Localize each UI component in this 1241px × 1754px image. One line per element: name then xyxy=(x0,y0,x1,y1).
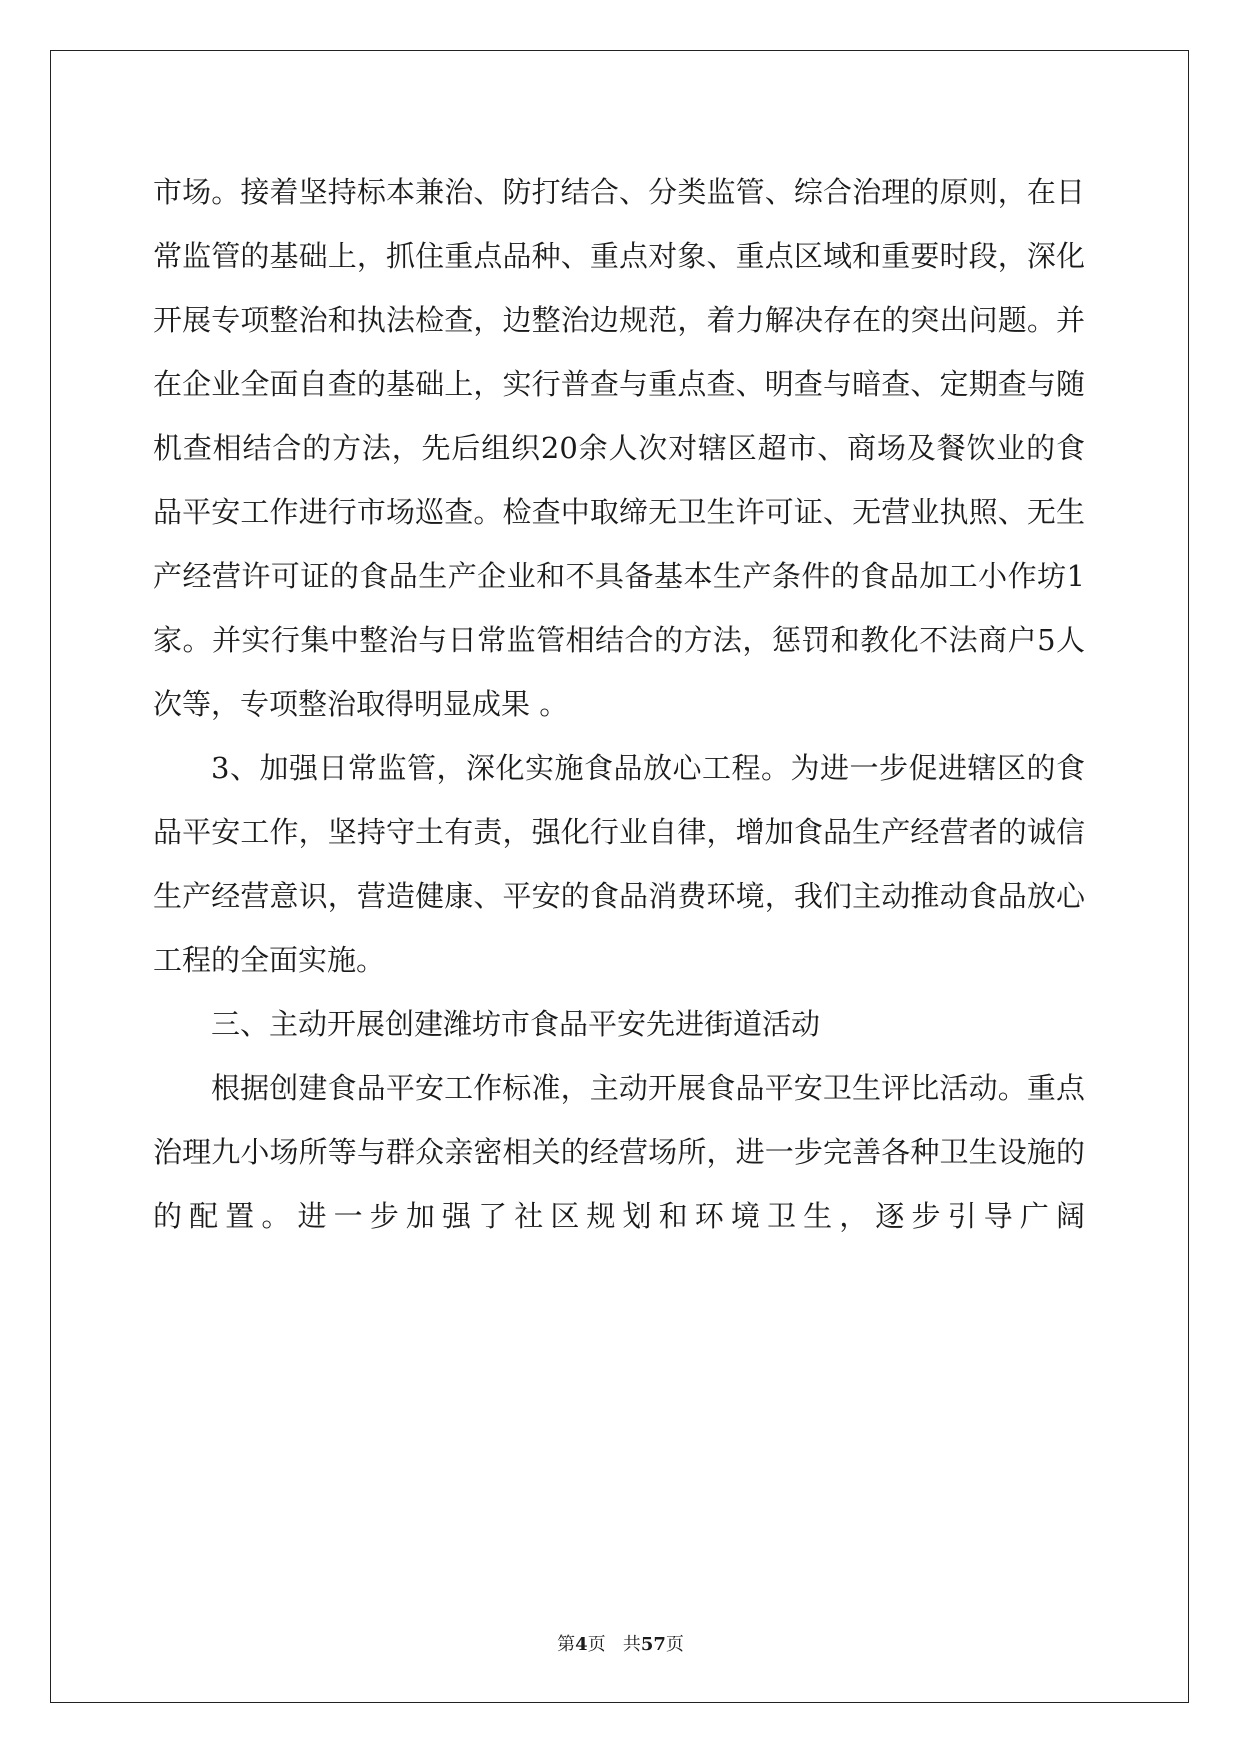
footer-page-suffix: 页 xyxy=(587,1634,606,1655)
footer-total-prefix: 共 xyxy=(622,1634,641,1655)
paragraph-1: 市场。接着坚持标本兼治、防打结合、分类监管、综合治理的原则，在日常监管的基础上，抓住重点品种、重点对象、重点区域和重要时段，深化开展专项整治和执法检查，边整治边规范，着力解决存在的突出问题。并在企业全面自查的基础上，实行普查与重点查、明查与暗查、定期查与随机查相结合的方法，先后组织20余人次对辖区超市、商场及餐饮业的食品平安工作进行市场巡查。检查中取缔无卫生许可证、无营业执照、无生产经营许可证的食品生产企业和不具备基本生产条件的食品加工小作坊1家。并实行集中整治与日常监管相结合的方法，惩罚和教化不法商户5人次等，专项整治取得明显成果 。 xyxy=(153,175,1085,721)
page-footer xyxy=(0,1630,1241,1656)
footer-total-suffix: 页 xyxy=(665,1634,684,1655)
paragraph-2: 3、加强日常监管，深化实施食品放心工程。为进一步促进辖区的食品平安工作，坚持守土有责，强化行业自律，增加食品生产经营者的诚信生产经营意识，营造健康、平安的食品消费环境，我们主动推动食品放心工程的全面实施。 xyxy=(153,751,1085,977)
footer-prefix: 第 xyxy=(557,1634,576,1655)
footer-page-number: 4 xyxy=(575,1634,588,1655)
paragraph-4: 根据创建食品平安工作标准，主动开展食品平安卫生评比活动。重点治理九小场所等与群众亲密相关的经营场所，进一步完善各种卫生设施的的配置。进一步加强了社区规划和环境卫生，逐步引导广阔 xyxy=(153,1071,1085,1233)
footer-total-pages: 57 xyxy=(640,1634,666,1655)
section-heading: 三、主动开展创建潍坊市食品平安先进街道活动 xyxy=(211,1007,821,1041)
document-body xyxy=(153,160,1085,1248)
